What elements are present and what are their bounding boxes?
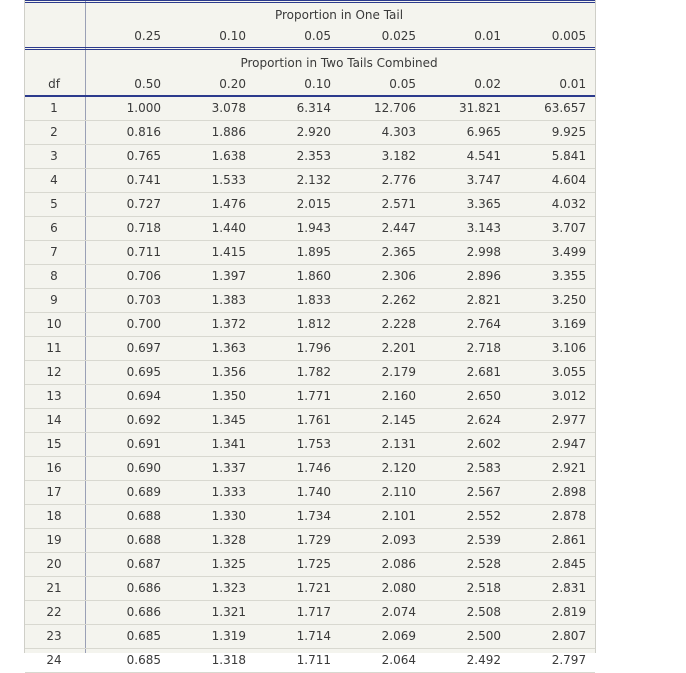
two-tail-value: 0.20	[219, 77, 246, 91]
critical-value-cell: 1.734	[255, 505, 340, 529]
critical-value-cell: 0.706	[85, 265, 170, 289]
critical-value-cell: 1.333	[170, 481, 255, 505]
df-cell: 6	[25, 217, 85, 241]
table-row	[25, 313, 595, 337]
critical-value-cell: 1.796	[255, 337, 340, 361]
critical-value-cell: 3.355	[510, 265, 595, 289]
table-row	[25, 529, 595, 553]
one-tail-value: 0.005	[551, 29, 587, 43]
df-cell: 14	[25, 409, 85, 433]
table-row	[25, 337, 595, 361]
critical-value-cell: 3.182	[340, 145, 425, 169]
df-cell: 9	[25, 289, 85, 313]
critical-value-cell: 1.717	[255, 601, 340, 625]
critical-value-cell: 2.624	[425, 409, 510, 433]
df-cell: 16	[25, 457, 85, 481]
df-cell: 2	[25, 121, 85, 145]
two-tail-value: 0.10	[304, 77, 331, 91]
critical-value-cell: 2.764	[425, 313, 510, 337]
critical-value-cell: 0.741	[85, 169, 170, 193]
critical-value-cell: 2.160	[340, 385, 425, 409]
critical-value-cell: 1.397	[170, 265, 255, 289]
df-cell: 5	[25, 193, 85, 217]
one-tail-value: 0.25	[134, 29, 161, 43]
critical-value-cell: 2.650	[425, 385, 510, 409]
critical-value-cell: 1.328	[170, 529, 255, 553]
table-row	[25, 601, 595, 625]
table-row	[25, 649, 595, 673]
critical-value-cell: 2.069	[340, 625, 425, 649]
table-row	[25, 241, 595, 265]
critical-value-cell: 1.771	[255, 385, 340, 409]
critical-value-cell: 1.372	[170, 313, 255, 337]
critical-value-cell: 2.861	[510, 529, 595, 553]
critical-value-cell: 1.533	[170, 169, 255, 193]
critical-value-cell: 1.318	[170, 649, 255, 673]
two-tail-title: Proportion in Two Tails Combined	[240, 56, 438, 70]
table-row	[25, 505, 595, 529]
critical-value-cell: 2.797	[510, 649, 595, 673]
one-tail-header-row	[25, 25, 595, 49]
critical-value-cell: 6.965	[425, 121, 510, 145]
critical-value-cell: 0.727	[85, 193, 170, 217]
table-row	[25, 409, 595, 433]
table-row	[25, 121, 595, 145]
critical-value-cell: 2.552	[425, 505, 510, 529]
critical-value-cell: 12.706	[340, 97, 425, 121]
critical-value-cell: 9.925	[510, 121, 595, 145]
two-tail-header-row	[25, 73, 595, 96]
critical-value-cell: 2.947	[510, 433, 595, 457]
df-cell: 17	[25, 481, 85, 505]
critical-value-cell: 2.120	[340, 457, 425, 481]
critical-value-cell: 1.000	[85, 97, 170, 121]
critical-value-cell: 0.718	[85, 217, 170, 241]
critical-value-cell: 2.201	[340, 337, 425, 361]
critical-value-cell: 1.746	[255, 457, 340, 481]
one-tail-value: 0.05	[304, 29, 331, 43]
df-cell: 21	[25, 577, 85, 601]
critical-value-cell: 1.363	[170, 337, 255, 361]
critical-value-cell: 0.688	[85, 505, 170, 529]
critical-value-cell: 3.012	[510, 385, 595, 409]
critical-value-cell: 2.539	[425, 529, 510, 553]
critical-value-cell: 1.740	[255, 481, 340, 505]
critical-value-cell: 2.074	[340, 601, 425, 625]
critical-value-cell: 1.753	[255, 433, 340, 457]
critical-value-cell: 3.499	[510, 241, 595, 265]
df-cell: 20	[25, 553, 85, 577]
critical-value-cell: 1.638	[170, 145, 255, 169]
critical-value-cell: 2.831	[510, 577, 595, 601]
critical-value-cell: 4.303	[340, 121, 425, 145]
critical-value-cell: 0.690	[85, 457, 170, 481]
df-cell: 12	[25, 361, 85, 385]
critical-value-cell: 2.179	[340, 361, 425, 385]
critical-value-cell: 2.571	[340, 193, 425, 217]
critical-value-cell: 2.353	[255, 145, 340, 169]
critical-value-cell: 2.262	[340, 289, 425, 313]
table-row	[25, 385, 595, 409]
df-cell: 22	[25, 601, 85, 625]
critical-value-cell: 6.314	[255, 97, 340, 121]
critical-value-cell: 3.143	[425, 217, 510, 241]
critical-value-cell: 1.330	[170, 505, 255, 529]
critical-value-cell: 1.476	[170, 193, 255, 217]
critical-value-cell: 2.896	[425, 265, 510, 289]
critical-value-cell: 1.725	[255, 553, 340, 577]
critical-value-cell: 0.695	[85, 361, 170, 385]
critical-value-cell: 2.365	[340, 241, 425, 265]
critical-value-cell: 1.711	[255, 649, 340, 673]
critical-value-cell: 2.492	[425, 649, 510, 673]
df-cell: 18	[25, 505, 85, 529]
critical-value-cell: 1.337	[170, 457, 255, 481]
critical-value-cell: 0.694	[85, 385, 170, 409]
critical-value-cell: 1.886	[170, 121, 255, 145]
critical-value-cell: 2.845	[510, 553, 595, 577]
one-tail-value: 0.10	[219, 29, 246, 43]
critical-value-cell: 0.765	[85, 145, 170, 169]
df-cell: 15	[25, 433, 85, 457]
critical-value-cell: 1.319	[170, 625, 255, 649]
critical-value-cell: 2.583	[425, 457, 510, 481]
table-row	[25, 361, 595, 385]
critical-value-cell: 3.250	[510, 289, 595, 313]
critical-value-cell: 2.093	[340, 529, 425, 553]
critical-value-cell: 0.687	[85, 553, 170, 577]
critical-value-cell: 1.383	[170, 289, 255, 313]
critical-value-cell: 1.729	[255, 529, 340, 553]
critical-value-cell: 3.747	[425, 169, 510, 193]
critical-value-cell: 2.718	[425, 337, 510, 361]
critical-value-cell: 4.032	[510, 193, 595, 217]
table-row	[25, 577, 595, 601]
critical-value-cell: 2.567	[425, 481, 510, 505]
critical-value-cell: 0.686	[85, 577, 170, 601]
critical-value-cell: 0.703	[85, 289, 170, 313]
critical-value-cell: 1.350	[170, 385, 255, 409]
critical-value-cell: 31.821	[425, 97, 510, 121]
df-cell: 13	[25, 385, 85, 409]
critical-value-cell: 0.688	[85, 529, 170, 553]
critical-value-cell: 3.055	[510, 361, 595, 385]
critical-value-cell: 2.807	[510, 625, 595, 649]
critical-value-cell: 0.685	[85, 649, 170, 673]
critical-value-cell: 1.812	[255, 313, 340, 337]
critical-value-cell: 2.681	[425, 361, 510, 385]
df-cell: 24	[25, 649, 85, 673]
table-row	[25, 97, 595, 121]
table-row	[25, 217, 595, 241]
df-cell: 1	[25, 97, 85, 121]
critical-value-cell: 2.508	[425, 601, 510, 625]
critical-value-cell: 2.131	[340, 433, 425, 457]
critical-value-cell: 2.306	[340, 265, 425, 289]
df-cell: 8	[25, 265, 85, 289]
critical-value-cell: 3.169	[510, 313, 595, 337]
critical-value-cell: 2.819	[510, 601, 595, 625]
table-row	[25, 625, 595, 649]
one-tail-title: Proportion in One Tail	[274, 8, 404, 22]
critical-value-cell: 1.714	[255, 625, 340, 649]
table-row	[25, 289, 595, 313]
critical-value-cell: 1.325	[170, 553, 255, 577]
one-tail-value: 0.025	[381, 29, 416, 43]
critical-value-cell: 0.691	[85, 433, 170, 457]
critical-value-cell: 0.697	[85, 337, 170, 361]
critical-value-cell: 1.440	[170, 217, 255, 241]
critical-value-cell: 2.977	[510, 409, 595, 433]
table-row	[25, 481, 595, 505]
critical-value-cell: 2.998	[425, 241, 510, 265]
df-cell: 4	[25, 169, 85, 193]
critical-value-cell: 0.692	[85, 409, 170, 433]
critical-value-cell: 0.685	[85, 625, 170, 649]
two-tail-value: 0.05	[389, 77, 416, 91]
critical-value-cell: 2.447	[340, 217, 425, 241]
critical-value-cell: 2.080	[340, 577, 425, 601]
table-row	[25, 265, 595, 289]
df-cell: 11	[25, 337, 85, 361]
critical-value-cell: 5.841	[510, 145, 595, 169]
critical-value-cell: 3.106	[510, 337, 595, 361]
critical-value-cell: 2.110	[340, 481, 425, 505]
df-cell: 3	[25, 145, 85, 169]
critical-value-cell: 1.860	[255, 265, 340, 289]
two-tail-value: 0.02	[474, 77, 501, 91]
critical-value-cell: 2.518	[425, 577, 510, 601]
df-column-header: df	[48, 77, 60, 91]
one-tail-value: 0.01	[474, 29, 501, 43]
critical-value-cell: 0.816	[85, 121, 170, 145]
critical-value-cell: 1.895	[255, 241, 340, 265]
df-cell: 23	[25, 625, 85, 649]
critical-value-cell: 2.132	[255, 169, 340, 193]
critical-value-cell: 2.920	[255, 121, 340, 145]
critical-value-cell: 2.086	[340, 553, 425, 577]
t-distribution-table	[25, 2, 595, 673]
critical-value-cell: 1.721	[255, 577, 340, 601]
critical-value-cell: 63.657	[510, 97, 595, 121]
critical-value-cell: 2.528	[425, 553, 510, 577]
table-row	[25, 433, 595, 457]
two-tail-value: 0.50	[134, 77, 161, 91]
critical-value-cell: 1.345	[170, 409, 255, 433]
critical-value-cell: 3.365	[425, 193, 510, 217]
table-row	[25, 553, 595, 577]
df-cell: 10	[25, 313, 85, 337]
critical-value-cell: 0.711	[85, 241, 170, 265]
critical-value-cell: 1.321	[170, 601, 255, 625]
table-row	[25, 169, 595, 193]
critical-value-cell: 2.228	[340, 313, 425, 337]
critical-value-cell: 1.341	[170, 433, 255, 457]
critical-value-cell: 2.015	[255, 193, 340, 217]
critical-value-cell: 2.921	[510, 457, 595, 481]
critical-value-cell: 1.782	[255, 361, 340, 385]
critical-value-cell: 4.541	[425, 145, 510, 169]
critical-value-cell: 1.943	[255, 217, 340, 241]
two-tail-value: 0.01	[559, 77, 587, 91]
critical-value-cell: 1.761	[255, 409, 340, 433]
critical-value-cell: 0.689	[85, 481, 170, 505]
critical-value-cell: 2.898	[510, 481, 595, 505]
table-row	[25, 145, 595, 169]
critical-value-cell: 0.700	[85, 313, 170, 337]
critical-value-cell: 3.707	[510, 217, 595, 241]
critical-value-cell: 2.602	[425, 433, 510, 457]
critical-value-cell: 1.415	[170, 241, 255, 265]
df-cell: 19	[25, 529, 85, 553]
critical-value-cell: 3.078	[170, 97, 255, 121]
critical-value-cell: 2.500	[425, 625, 510, 649]
critical-value-cell: 1.323	[170, 577, 255, 601]
critical-value-cell: 4.604	[510, 169, 595, 193]
critical-value-cell: 1.833	[255, 289, 340, 313]
df-cell: 7	[25, 241, 85, 265]
critical-value-cell: 2.878	[510, 505, 595, 529]
critical-value-cell: 2.101	[340, 505, 425, 529]
critical-value-cell: 2.145	[340, 409, 425, 433]
critical-value-cell: 1.356	[170, 361, 255, 385]
table-row	[25, 193, 595, 217]
critical-value-cell: 2.064	[340, 649, 425, 673]
critical-value-cell: 2.821	[425, 289, 510, 313]
critical-value-cell: 0.686	[85, 601, 170, 625]
table-row	[25, 457, 595, 481]
critical-value-cell: 2.776	[340, 169, 425, 193]
